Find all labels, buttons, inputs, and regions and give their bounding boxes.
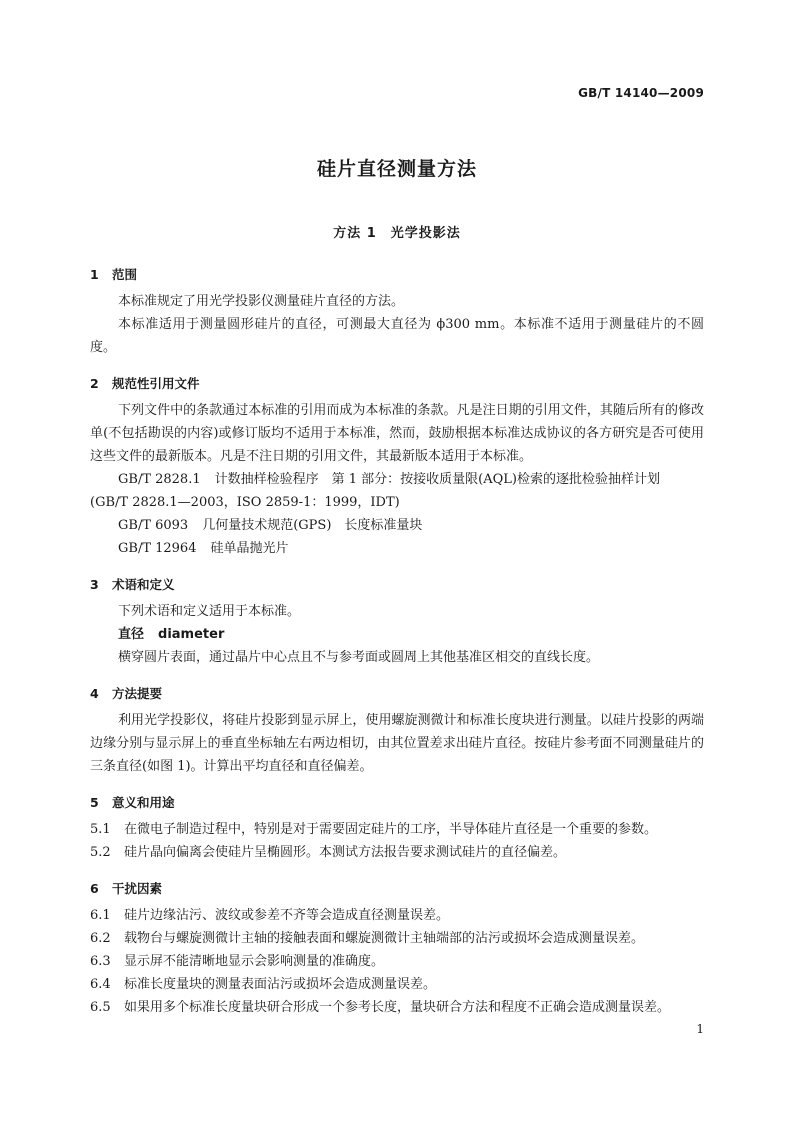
section-6-body [90, 904, 704, 1019]
clause-number: 6.3 [90, 954, 111, 969]
standard-number: GB/T 14140—2009 [578, 86, 704, 100]
paragraph: 下列文件中的条款通过本标准的引用而成为本标准的条款。凡是注日期的引用文件，其随后所有的修改单(不包括勘误的内容)或修订版均不适用于本标准，然而，鼓励根据本标准达成协议的各方研究是否可使用这些文件的最新版本。凡是不注日期的引用文件，其最新版本适用于本标准。 [90, 403, 704, 464]
section-title: 术语和定义 [112, 577, 175, 592]
term-entry [90, 623, 704, 646]
normative-reference [90, 468, 704, 491]
clause-number: 6.4 [90, 977, 111, 992]
clause-item [90, 927, 704, 950]
clause-text: 显示屏不能清晰地显示会影响测量的准确度。 [124, 954, 385, 969]
section-title: 范围 [112, 267, 138, 282]
clause-text: 载物台与螺旋测微计主轴的接触表面和螺旋测微计主轴端部的沾污或损坏会造成测量误差。 [124, 931, 645, 946]
section-number: 5 [90, 795, 99, 810]
reference-code: GB/T 6093 [118, 518, 189, 533]
method-title: 方法 1 光学投影法 [333, 226, 461, 241]
page-number: 1 [696, 1022, 704, 1036]
section-1-body [90, 290, 704, 359]
clause-number: 6.5 [90, 1000, 111, 1015]
section-4-body [90, 709, 704, 778]
clause-text: 如果用多个标准长度量块研合形成一个参考长度，量块研合方法和程度不正确会造成测量误差。 [124, 1000, 671, 1015]
reference-code: GB/T 2828.1 [118, 472, 201, 487]
term-english: diameter [158, 627, 225, 642]
paragraph: 下列术语和定义适用于本标准。 [118, 604, 301, 619]
section-number: 2 [90, 376, 99, 391]
reference-title: 计数抽样检验程序 第 1 部分：按接收质量限(AQL)检索的逐批检验抽样计划 [214, 472, 660, 487]
document-body [90, 264, 704, 1033]
section-number: 1 [90, 267, 99, 282]
section-title: 规范性引用文件 [112, 376, 200, 391]
normative-reference [90, 537, 704, 560]
paragraph: 本标准规定了用光学投影仪测量硅片直径的方法。 [118, 294, 405, 309]
clause-item [90, 818, 704, 841]
reference-title: 硅单晶抛光片 [210, 541, 289, 556]
section-3-body [90, 600, 704, 669]
section-5-heading [90, 792, 704, 814]
clause-text: 硅片边缘沾污、波纹或参差不齐等会造成直径测量误差。 [124, 908, 450, 923]
section-number: 6 [90, 881, 99, 896]
section-4-heading [90, 683, 704, 705]
section-title: 方法提要 [112, 686, 163, 701]
document-title: 硅片直径测量方法 [316, 158, 477, 180]
section-5-body [90, 818, 704, 864]
clause-number: 6.2 [90, 931, 111, 946]
section-2-body [90, 399, 704, 560]
clause-item [90, 950, 704, 973]
reference-continuation: (GB/T 2828.1—2003，ISO 2859-1：1999，IDT) [90, 495, 400, 510]
clause-item [90, 996, 704, 1019]
section-number: 4 [90, 686, 99, 701]
section-1-heading [90, 264, 704, 286]
reference-title: 几何量技术规范(GPS) 长度标准量块 [202, 518, 423, 533]
clause-item [90, 904, 704, 927]
paragraph: 利用光学投影仪，将硅片投影到显示屏上，使用螺旋测微计和标准长度块进行测量。以硅片投影的两端边缘分别与显示屏上的垂直坐标轴左右两边相切，由其位置差求出硅片直径。按硅片参考面不同测量硅片的三条直径(如图 1)。计算出平均直径和直径偏差。 [90, 713, 704, 774]
paragraph: 本标准适用于测量圆形硅片的直径，可测最大直径为 ϕ300 mm。本标准不适用于测量硅片的不圆度。 [90, 317, 704, 355]
clause-number: 5.2 [90, 845, 111, 860]
clause-text: 标准长度量块的测量表面沾污或损坏会造成测量误差。 [124, 977, 437, 992]
term-definition: 横穿圆片表面，通过晶片中心点且不与参考面或圆周上其他基准区相交的直线长度。 [118, 650, 600, 665]
clause-item [90, 973, 704, 996]
clause-text: 硅片晶向偏离会使硅片呈椭圆形。本测试方法报告要求测试硅片的直径偏差。 [124, 845, 567, 860]
section-3-heading [90, 574, 704, 596]
normative-reference [90, 514, 704, 537]
section-number: 3 [90, 577, 99, 592]
reference-code: GB/T 12964 [118, 541, 197, 556]
clause-item [90, 841, 704, 864]
section-title: 意义和用途 [112, 795, 175, 810]
clause-number: 6.1 [90, 908, 111, 923]
section-6-heading [90, 878, 704, 900]
section-2-heading [90, 373, 704, 395]
term-chinese: 直径 [118, 627, 145, 642]
section-title: 干扰因素 [112, 881, 163, 896]
clause-text: 在微电子制造过程中，特别是对于需要固定硅片的工序，半导体硅片直径是一个重要的参数。 [124, 822, 658, 837]
clause-number: 5.1 [90, 822, 111, 837]
